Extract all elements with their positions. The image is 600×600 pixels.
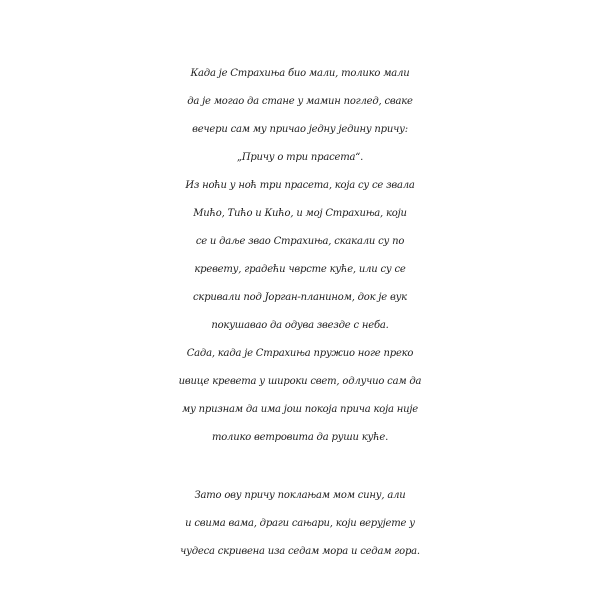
- text-line: ивице кревета у широки свет, одлучио сам да: [178, 376, 422, 387]
- text-line: „Причу о три прасета“.: [236, 152, 364, 163]
- text-line: Сада, када је Страхиња пружио ноге преко: [186, 348, 414, 359]
- text-line: Мићо, Тићо и Кићо, и мој Страхиња, који: [193, 208, 407, 219]
- text-line: вечери сам му причао једну једину причу:: [192, 124, 408, 135]
- text-line: чудеса скривена иза седам мора и седам гора.: [180, 546, 420, 557]
- text-line: му признам да има још покоја прича која није: [182, 404, 418, 415]
- text-line: скривали под Јорган-планином, док је вук: [193, 292, 407, 303]
- text-line: толико ветровита да руши куће.: [211, 432, 389, 443]
- text-line: се и даље звао Страхиња, скакали су по: [195, 236, 405, 247]
- text-line: да је могао да стане у мамин поглед, сваке: [187, 96, 413, 107]
- text-line: Када је Страхиња био мали, толико мали: [190, 68, 410, 79]
- text-line: и свима вама, драги сањари, који верујете у: [185, 518, 415, 529]
- text-line: кревету, градећи чврсте куће, или су се: [194, 264, 406, 275]
- text-line: Зато ову причу поклањам мом сину, али: [194, 490, 406, 501]
- text-line: Из ноћи у ноћ три прасета, која су се звала: [185, 180, 415, 191]
- text-line: покушавао да одува звезде с неба.: [211, 320, 389, 331]
